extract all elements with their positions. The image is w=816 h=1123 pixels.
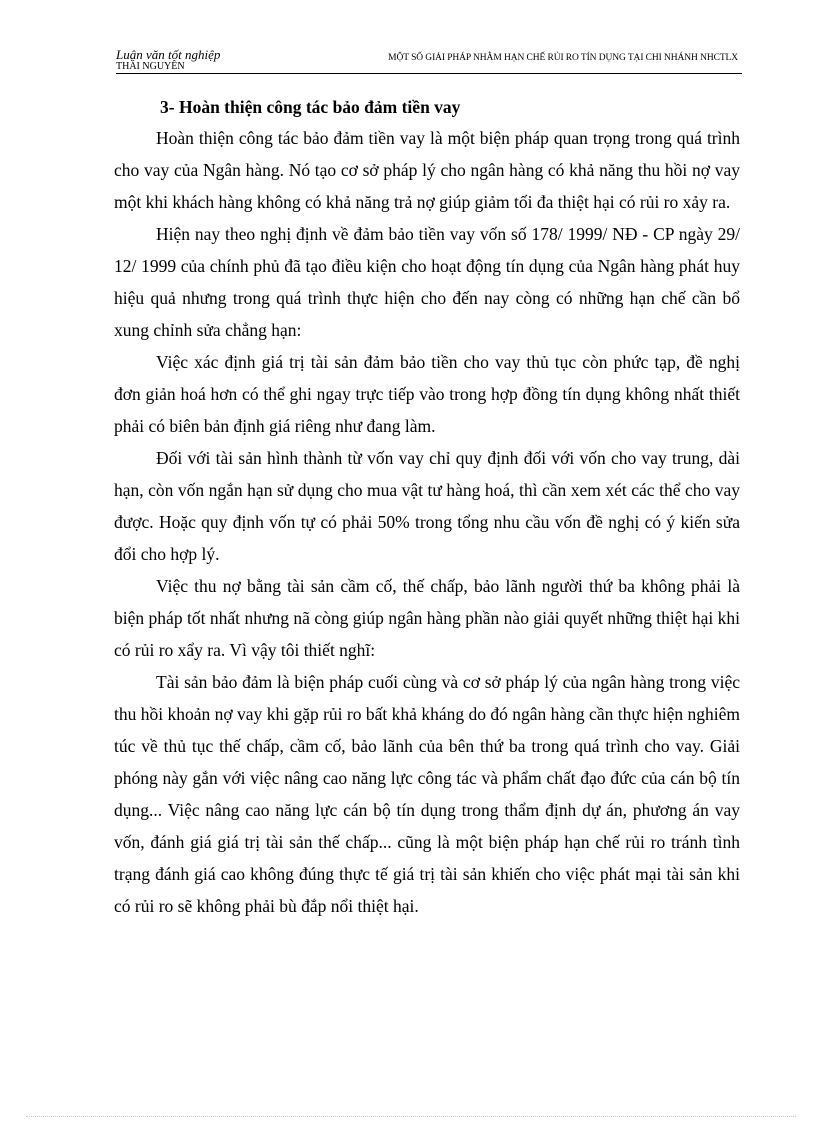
section-heading: 3- Hoàn thiện công tác bảo đảm tiền vay xyxy=(160,97,461,117)
paragraph: Việc thu nợ bằng tài sản cầm cố, thế chấp, bảo lãnh người thứ ba không phải là biện pháp tốt nhất nhưng nã còng giúp ngân hàng phần nào giải quyết những thiệt hại khi có rủi ro xẩy ra. Vì vậy tôi thiết nghĩ: xyxy=(114,576,740,660)
header-left xyxy=(116,48,220,72)
page-bottom-divider xyxy=(26,1116,796,1117)
thesis-label: Luận văn tốt nghiệp xyxy=(116,47,221,62)
document-body xyxy=(114,92,740,922)
paragraph: Hoàn thiện công tác bảo đảm tiền vay là một biện pháp quan trọng trong quá trình cho vay của Ngân hàng. Nó tạo cơ sở pháp lý cho ngân hàng có khả năng thu hồi nợ vay một khi khách hàng không có khả năng trả nợ giúp giảm tối đa thiệt hại có rủi ro xảy ra. xyxy=(114,128,740,212)
paragraph: Hiện nay theo nghị định về đảm bảo tiền vay vốn số 178/ 1999/ NĐ - CP ngày 29/ 12/ 1999 của chính phủ đã tạo điều kiện cho hoạt động tín dụng của Ngân hàng phát huy hiệu quả nhưng trong quá trình thực hiện cho đến nay còng có những hạn chế cần bổ xung chỉnh sửa chẳng hạn: xyxy=(114,224,740,340)
paragraph: Việc xác định giá trị tài sản đảm bảo tiền cho vay thủ tục còn phức tạp, đề nghị đơn giản hoá hơn có thể ghi ngay trực tiếp vào trong hợp đồng tín dụng không nhất thiết phải có biên bản định giá riêng như đang làm. xyxy=(114,352,740,436)
paragraph: Tài sản bảo đảm là biện pháp cuối cùng và cơ sở pháp lý của ngân hàng trong việc thu hồi khoản nợ vay khi gặp rủi ro bất khả kháng do đó ngân hàng cần thực hiện nghiêm túc về thủ tục thế chấp, cầm cố, bảo lãnh của bên thứ ba trong quá trình cho vay. Giải phóng này gắn với việc nâng cao năng lực công tác và phẩm chất đạo đức của cán bộ tín dụng... Việc nâng cao năng lực cán bộ tín dụng trong thẩm định dự án, phương án vay vốn, đánh giá giá trị tài sản thế chấp... cũng là một biện pháp hạn chế rủi ro tránh tình trạng đánh giá cao không đúng thực tế giá trị tài sản khiến cho việc phát mại tài sản khi có rủi ro sẽ không phải bù đắp nổi thiệt hại. xyxy=(114,672,740,916)
page-header xyxy=(116,46,742,76)
school-name: THÁI NGUYÊN xyxy=(116,61,185,72)
header-divider xyxy=(116,73,742,74)
paragraph: Đối với tài sản hình thành từ vốn vay chỉ quy định đối với vốn cho vay trung, dài hạn, còn vốn ngắn hạn sử dụng cho mua vật tư hàng hoá, thì cần xem xét các thể cho vay được. Hoặc quy định vốn tự có phải 50% trong tổng nhu cầu vốn đề nghị có ý kiến sửa đổi cho hợp lý. xyxy=(114,448,740,564)
running-title: MỘT SỐ GIẢI PHÁP NHẰM HẠN CHẾ RỦI RO TÍN DỤNG TẠI CHI NHÁNH NHCTLX xyxy=(388,53,738,63)
